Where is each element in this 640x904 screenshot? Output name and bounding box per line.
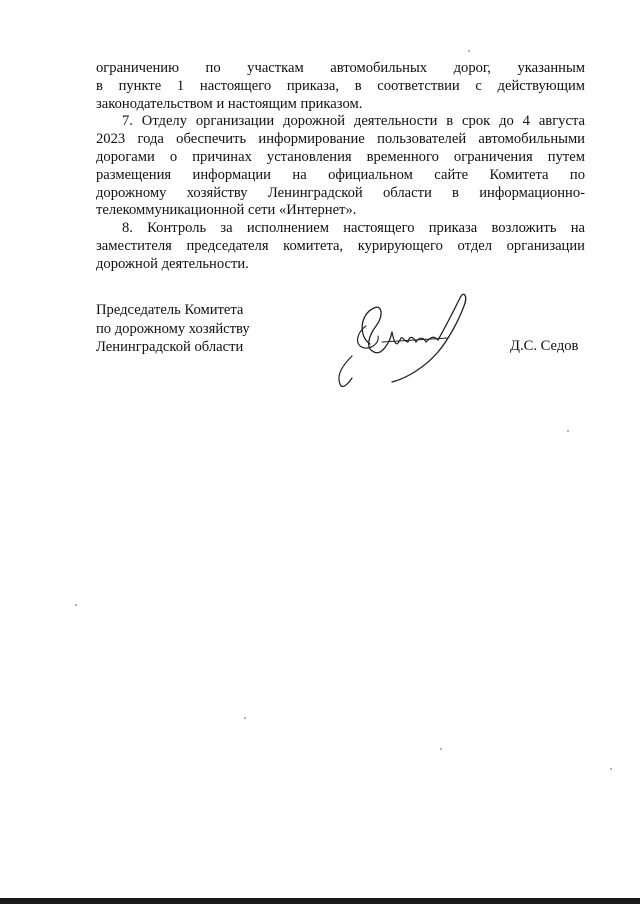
document-body — [96, 60, 585, 274]
handwritten-signature — [330, 286, 480, 396]
scan-speck — [75, 604, 77, 606]
position-line: по дорожному хозяйству — [96, 320, 250, 337]
position-line: Председатель Комитета — [96, 302, 244, 318]
text-line: ограничению по участкам автомобильных дорог, указанным — [96, 60, 585, 76]
text-line: заместителя председателя комитета, курирующего отдел организации — [96, 237, 585, 254]
text-line: 8. Контроль за исполнением настоящего приказа возложить на — [122, 220, 585, 237]
scan-speck — [244, 717, 246, 719]
text-line: дорожному хозяйству Ленинградской области в информационно- — [96, 184, 585, 201]
scan-bottom-edge — [0, 898, 640, 904]
signatory-position — [96, 301, 250, 357]
text-line: законодательством и настоящим приказом. — [96, 95, 363, 112]
scan-speck — [567, 430, 569, 432]
position-line: Ленинградской области — [96, 339, 244, 355]
paragraph-8 — [96, 220, 585, 273]
scan-speck — [610, 768, 612, 770]
text-line: 7. Отделу организации дорожной деятельности в срок до 4 августа — [122, 113, 585, 130]
scan-speck — [440, 748, 442, 750]
text-line: в пункте 1 настоящего приказа, в соответствии с действующим — [96, 77, 585, 94]
text-line: дорожной деятельности. — [96, 255, 249, 272]
scan-speck — [468, 50, 470, 52]
text-line: телекоммуникационной сети «Интернет». — [96, 202, 357, 219]
text-line: дорогами о причинах установления временного ограничения путем — [96, 148, 585, 165]
text-line: размещения информации на официальном сайте Комитета по — [96, 166, 585, 183]
paragraph-7 — [96, 113, 585, 220]
text-line: 2023 года обеспечить информирование пользователей автомобильными — [96, 131, 585, 148]
signer-name: Д.С. Седов — [510, 338, 579, 354]
paragraph-6-continuation — [96, 60, 585, 113]
